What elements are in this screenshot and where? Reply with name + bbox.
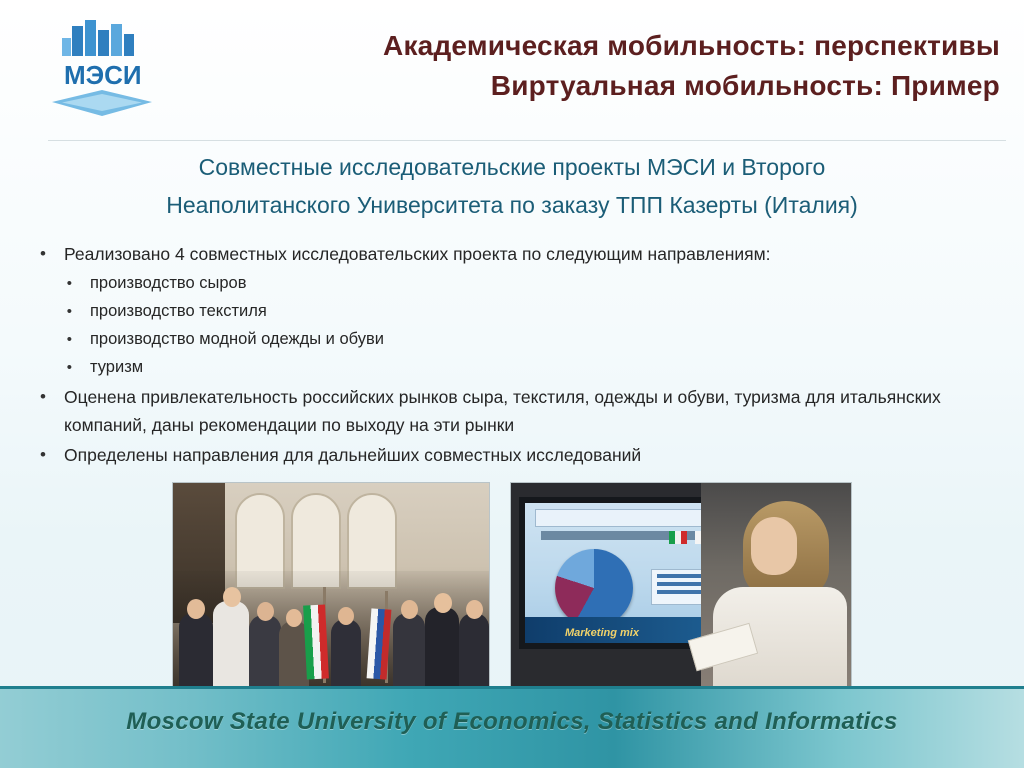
sub-bullet-marker: • — [66, 359, 72, 376]
bullet-text: Оценена привлекательность российских рынков сыра, текстиля, одежды и обуви, туризма для итальянских компаний, даны рекомендации по выходу на эти рынки — [64, 387, 941, 435]
msuesi-logo-icon — [38, 18, 166, 122]
person — [425, 607, 459, 693]
italy-flag-icon — [303, 604, 329, 679]
speaker-face — [751, 517, 797, 575]
list-item — [32, 240, 1000, 268]
person-head — [286, 609, 302, 627]
person — [213, 601, 249, 693]
list-item — [32, 383, 1000, 439]
sub-bullet-text: производство текстиля — [90, 302, 267, 320]
subtitle-line-2: Неаполитанского Университета по заказу ТПП Казерты (Италия) — [166, 192, 858, 218]
person — [249, 615, 281, 693]
person-head — [466, 600, 483, 619]
crowd-group — [173, 571, 489, 693]
page-title — [240, 26, 1000, 106]
bullet-marker: • — [40, 387, 46, 406]
title-line-1: Академическая мобильность: перспективы — [383, 30, 1000, 61]
footer-divider — [0, 686, 1024, 689]
person-head — [338, 607, 354, 625]
person-head — [187, 599, 205, 619]
person — [179, 613, 213, 693]
sub-bullet-marker: • — [66, 303, 72, 320]
sub-list-item — [32, 270, 1000, 297]
screen-content — [525, 503, 725, 643]
pie-chart-icon — [555, 549, 633, 627]
sub-list-item — [32, 354, 1000, 381]
person-head — [223, 587, 241, 607]
slide-header — [0, 0, 1024, 132]
sub-bullet-text: туризм — [90, 358, 144, 376]
bullet-marker: • — [40, 244, 46, 263]
title-line-2: Виртуальная мобильность: Пример — [490, 70, 1000, 101]
sub-list-item — [32, 326, 1000, 353]
screen-slide-title-bar — [535, 509, 715, 527]
photo-row — [0, 482, 1024, 700]
person-head — [434, 593, 452, 613]
sub-list-item — [32, 298, 1000, 325]
screen-band-text: Marketing mix — [565, 627, 639, 639]
slide-subtitle — [30, 148, 994, 224]
footer-title: Moscow State University of Economics, Statistics and Informatics — [126, 708, 898, 735]
photo-presentation-speaker — [510, 482, 852, 694]
bullet-list — [32, 240, 1000, 471]
sub-bullet-marker: • — [66, 331, 72, 348]
svg-text:МЭСИ: МЭСИ — [64, 60, 142, 90]
sub-bullet-text: производство модной одежды и обуви — [90, 330, 384, 348]
subtitle-line-1: Совместные исследовательские проекты МЭСИ и Второго — [198, 154, 826, 180]
person-head — [401, 600, 418, 619]
person — [331, 619, 361, 693]
sub-bullet-text: производство сыров — [90, 274, 247, 292]
person — [459, 613, 489, 693]
bullet-text: Реализовано 4 совместных исследовательских проекта по следующим направлениям: — [64, 244, 771, 264]
sub-bullet-marker: • — [66, 275, 72, 292]
slide-footer — [0, 686, 1024, 768]
list-item — [32, 441, 1000, 469]
bullet-text: Определены направления для дальнейших совместных исследований — [64, 445, 642, 465]
photo-delegation-group — [172, 482, 490, 694]
bullet-marker: • — [40, 445, 46, 464]
presentation-screen — [519, 497, 731, 649]
person-head — [257, 602, 274, 621]
header-divider — [48, 140, 1006, 141]
person — [393, 613, 425, 693]
